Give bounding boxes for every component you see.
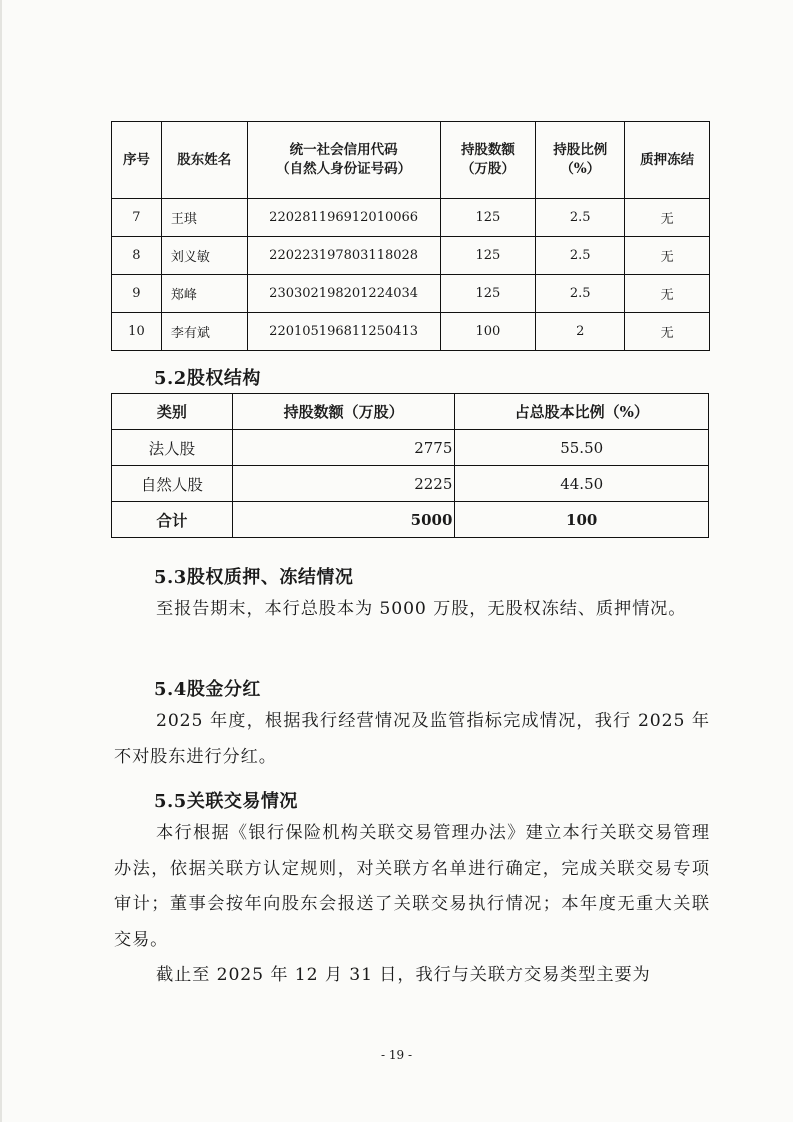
- cell-no: 7: [112, 199, 162, 237]
- table-row: [112, 275, 710, 313]
- paragraph-pledge-freeze: 至报告期末，本行总股本为 5000 万股，无股权冻结、质押情况。: [156, 599, 687, 619]
- cell-shares: 100: [440, 313, 536, 351]
- section-heading-related-transactions: 5.5关联交易情况: [154, 791, 298, 812]
- cell-id: 220105196811250413: [247, 313, 440, 351]
- cell-pledge: 无: [625, 199, 710, 237]
- table-row: [112, 313, 710, 351]
- cell-id: 230302198201224034: [247, 275, 440, 313]
- table-row: [112, 237, 710, 275]
- cell-category: 合计: [112, 502, 233, 538]
- cell-shares: 5000: [232, 502, 455, 538]
- cell-id: 220223197803118028: [247, 237, 440, 275]
- cell-name: 李有斌: [161, 313, 247, 351]
- cell-no: 10: [112, 313, 162, 351]
- cell-pledge: 无: [625, 275, 710, 313]
- cell-ratio: 100: [455, 502, 709, 538]
- table-total-row: [112, 502, 709, 538]
- shareholder-table-header: [112, 122, 710, 199]
- cell-name: 王琪: [161, 199, 247, 237]
- col-header-pledge: 质押冻结: [625, 122, 710, 199]
- section-heading-pledge-freeze: 5.3股权质押、冻结情况: [154, 567, 354, 588]
- cell-ratio: 2.5: [536, 237, 625, 275]
- section-heading-equity-structure: 5.2股权结构: [154, 368, 261, 389]
- paragraph-related-transactions-cont: 截止至 2025 年 12 月 31 日，我行与关联方交易类型主要为: [156, 965, 651, 985]
- equity-table-header: [112, 394, 709, 430]
- cell-pledge: 无: [625, 237, 710, 275]
- equity-structure-table: [111, 393, 709, 538]
- cell-shares: 125: [440, 199, 536, 237]
- cell-shares: 2225: [232, 466, 455, 502]
- cell-shares: 125: [440, 237, 536, 275]
- col-header-name: 股东姓名: [161, 122, 247, 199]
- cell-no: 9: [112, 275, 162, 313]
- cell-ratio: 2: [536, 313, 625, 351]
- col-header-ratio: 占总股本比例（%）: [455, 394, 709, 430]
- cell-no: 8: [112, 237, 162, 275]
- cell-ratio: 2.5: [536, 199, 625, 237]
- cell-ratio: 55.50: [455, 430, 709, 466]
- col-header-category: 类别: [112, 394, 233, 430]
- page-number: - 19 -: [380, 1048, 412, 1062]
- table-row: [112, 199, 710, 237]
- col-header-no: 序号: [112, 122, 162, 199]
- table-row: [112, 430, 709, 466]
- cell-shares: 2775: [232, 430, 455, 466]
- col-header-ratio: 持股比例 （%）: [536, 122, 625, 199]
- cell-name: 郑峰: [161, 275, 247, 313]
- col-header-id: 统一社会信用代码 （自然人身份证号码）: [247, 122, 440, 199]
- cell-name: 刘义敏: [161, 237, 247, 275]
- cell-category: 法人股: [112, 430, 233, 466]
- cell-ratio: 2.5: [536, 275, 625, 313]
- paragraph-related-transactions: 本行根据《银行保险机构关联交易管理办法》建立本行关联交易管理办法，依据关联方认定规则，对关联方名单进行确定，完成关联交易专项审计；董事会按年向股东会报送了关联交易执行情况；本年度无重大关联交易。: [114, 823, 710, 950]
- cell-shares: 125: [440, 275, 536, 313]
- cell-category: 自然人股: [112, 466, 233, 502]
- paragraph-dividend: 2025 年度，根据我行经营情况及监管指标完成情况，我行 2025 年不对股东进行分红。: [114, 711, 710, 767]
- cell-pledge: 无: [625, 313, 710, 351]
- table-row: [112, 466, 709, 502]
- shareholder-table: [111, 121, 710, 351]
- section-heading-dividend: 5.4股金分红: [154, 679, 261, 700]
- col-header-shares: 持股数额（万股）: [232, 394, 455, 430]
- cell-id: 220281196912010066: [247, 199, 440, 237]
- col-header-shares: 持股数额 （万股）: [440, 122, 536, 199]
- cell-ratio: 44.50: [455, 466, 709, 502]
